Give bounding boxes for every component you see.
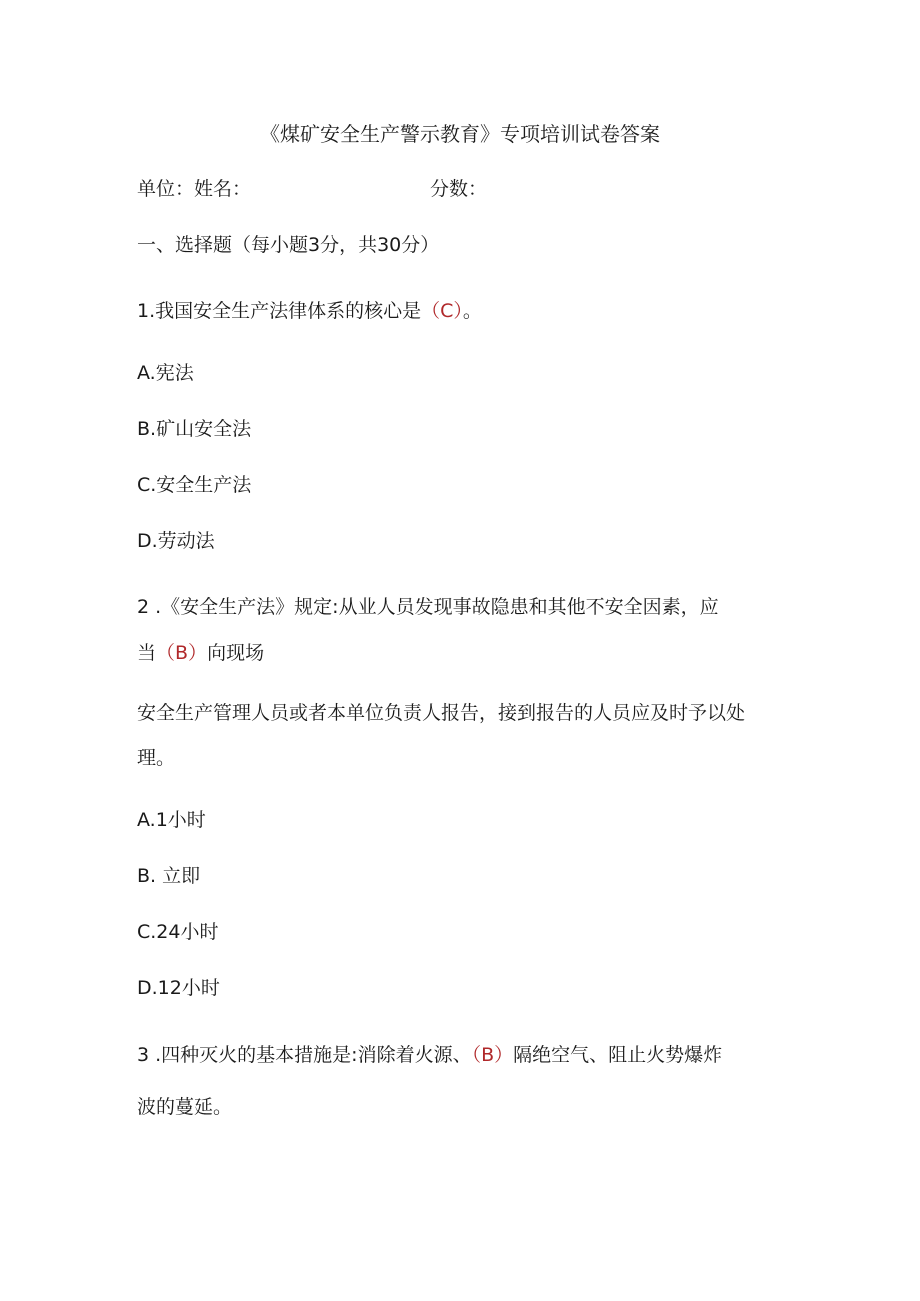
question-1-option-a: A.宪法 (137, 362, 194, 384)
question-2-stem-after: 向现场 (207, 642, 265, 664)
question-1-option-d: D.劳动法 (137, 530, 215, 552)
question-3-stem-after: 隔绝空气、阻止火势爆炸 (513, 1044, 723, 1066)
question-2-answer: （B） (156, 642, 208, 664)
question-2-line-1: 2 .《安全生产法》规定:从业人员发现事故隐患和其他不安全因素，应 (137, 596, 719, 618)
question-2-option-d: D.12小时 (137, 977, 220, 999)
question-1-option-b: B.矿山安全法 (137, 418, 252, 440)
question-1-end: 。 (462, 300, 482, 322)
question-3-line-2: 波的蔓延。 (137, 1096, 233, 1118)
question-1-option-c: C.安全生产法 (137, 474, 252, 496)
question-2-line-4: 理。 (137, 747, 176, 769)
question-2-option-c: C.24小时 (137, 921, 219, 943)
question-1-stem: 1.我国安全生产法律体系的核心是 (137, 300, 422, 322)
document-title: 《煤矿安全生产警示教育》专项培训试卷答案 (260, 122, 660, 146)
question-3-stem: 3 .四种灭火的基本措施是:消除着火源、 (137, 1044, 472, 1066)
question-3-answer: （B） (471, 1044, 514, 1066)
score-label: 分数： (430, 178, 488, 200)
question-2-line-3: 安全生产管理人员或者本单位负责人报告，接到报告的人员应及时予以处 (137, 702, 746, 724)
question-2-option-a: A.1小时 (137, 809, 206, 831)
question-2-line-2 (137, 640, 264, 666)
unit-name-label: 单位：姓名： (137, 178, 252, 200)
section-heading: 一、选择题（每小题3分，共30分） (137, 234, 440, 256)
question-1 (137, 298, 482, 324)
question-2-stem: 当 (137, 642, 157, 664)
question-1-answer: （C） (421, 300, 463, 322)
question-2-option-b: B. 立即 (137, 865, 201, 887)
question-3-line-1 (137, 1042, 722, 1068)
